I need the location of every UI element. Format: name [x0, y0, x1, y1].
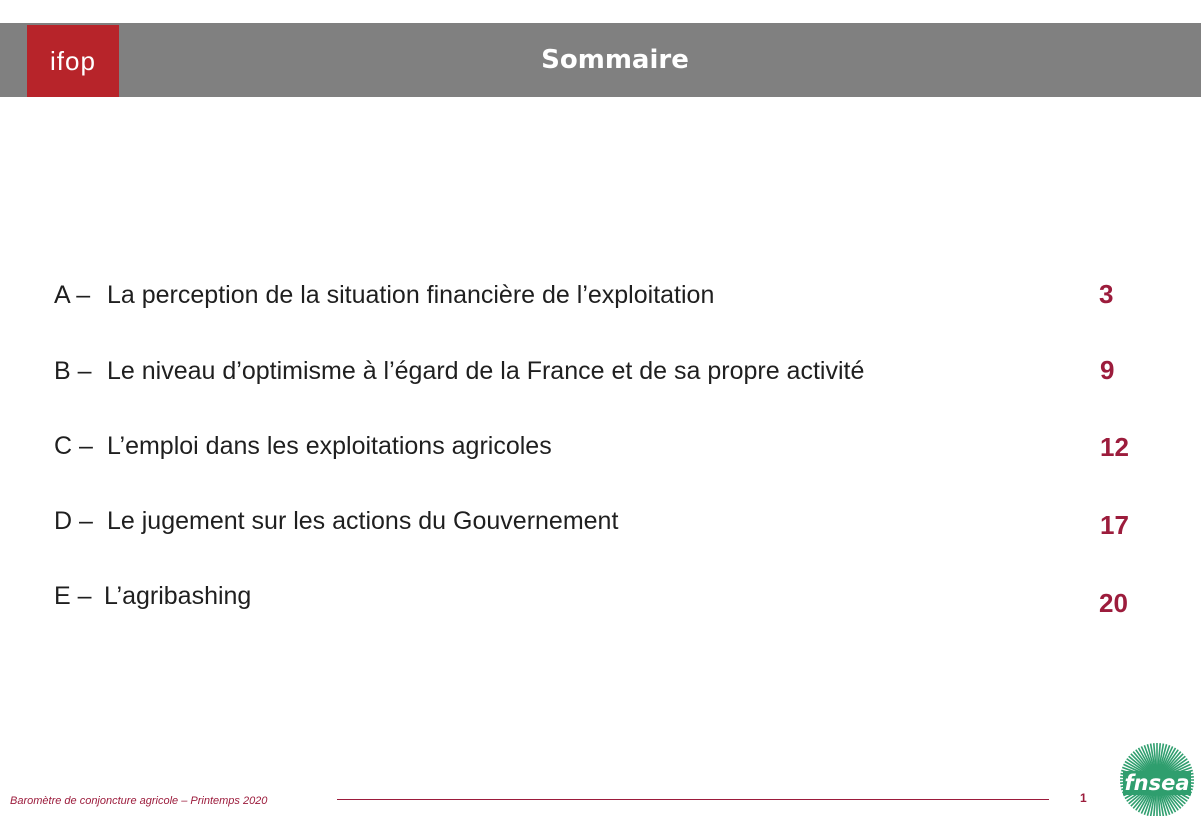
toc-letter: C –	[54, 432, 93, 460]
ifop-logo-text: ifop	[50, 46, 96, 76]
footer-page-number: 1	[1080, 791, 1087, 805]
fnsea-logo-text: fnsea	[1124, 771, 1190, 795]
toc-page-number: 12	[1100, 432, 1129, 462]
toc-letter: A –	[54, 281, 91, 309]
toc-letter: B –	[54, 357, 92, 385]
toc-page-number: 3	[1099, 279, 1114, 309]
toc-label: Le jugement sur les actions du Gouvernement	[107, 507, 619, 535]
page-title: Sommaire	[541, 45, 689, 75]
toc-label: L’emploi dans les exploitations agricoles	[107, 432, 552, 460]
toc-label: La perception de la situation financière de l’exploitation	[107, 281, 715, 309]
toc-page-number: 9	[1100, 355, 1115, 385]
toc-label: L’agribashing	[104, 582, 252, 610]
footer-divider	[337, 799, 1049, 800]
toc-page-number: 17	[1100, 510, 1129, 540]
toc-label: Le niveau d’optimisme à l’égard de la France et de sa propre activité	[107, 357, 865, 385]
toc-page-number: 20	[1099, 588, 1128, 618]
toc-letter: E –	[54, 582, 92, 610]
toc-letter: D –	[54, 507, 93, 535]
fnsea-logo	[1119, 740, 1195, 816]
footer-caption: Baromètre de conjoncture agricole – Printemps 2020	[10, 795, 268, 807]
